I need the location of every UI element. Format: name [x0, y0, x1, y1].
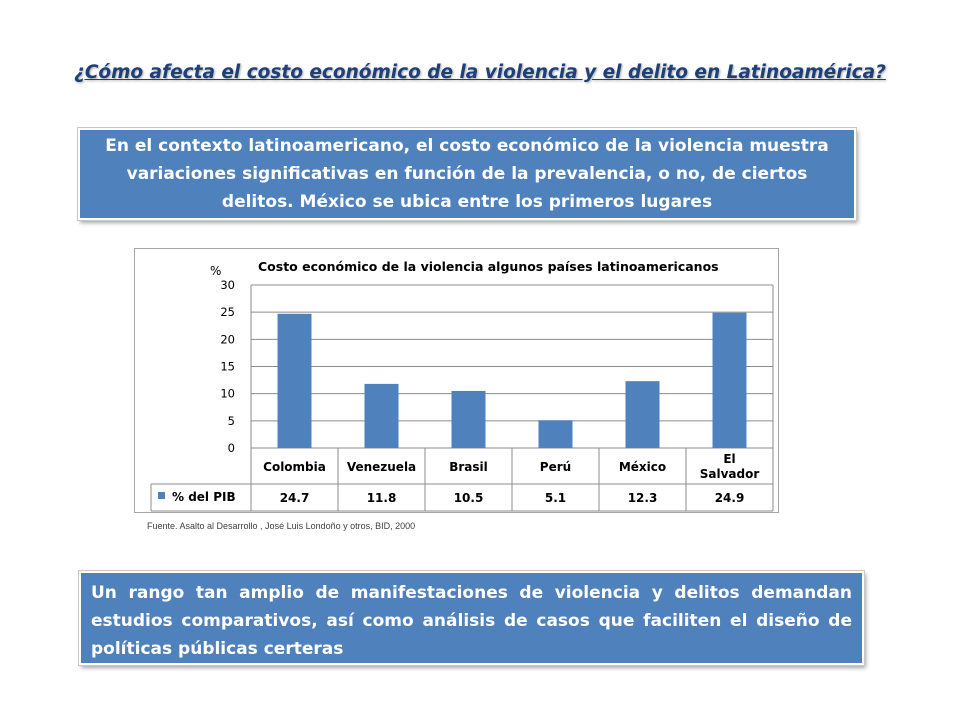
y-tick-label: 25 — [220, 305, 235, 320]
y-tick-label: 15 — [220, 359, 235, 374]
legend-label: % del PIB — [172, 490, 236, 504]
x-tick-label: Venezuela — [346, 460, 417, 474]
bar-el-salvador — [713, 313, 747, 448]
source-note: Fuente. Asalto al Desarrollo , José Luis Londoño y otros, BID, 2000 — [147, 521, 416, 531]
bar-brasil — [452, 391, 486, 448]
x-tick-label-line: Salvador — [699, 467, 760, 481]
conclusion-text: Un rango tan amplio de manifestaciones de violencia y delitos demandan estudios comparativos, así como análisis de casos que faciliten el diseño de políticas públicas certeras — [91, 583, 852, 659]
y-axis-label: % — [210, 264, 222, 278]
y-tick-label: 0 — [227, 441, 235, 455]
x-tick-label: Brasil — [449, 460, 488, 474]
intro-text-box — [78, 128, 856, 220]
y-tick-label: 5 — [227, 413, 235, 428]
page-title: ¿Cómo afecta el costo económico de la violencia y el delito en Latinoamérica? — [74, 62, 886, 83]
y-tick-label: 10 — [220, 386, 235, 401]
chart-container — [134, 248, 779, 513]
x-tick-label: Perú — [539, 460, 572, 474]
chart-title: Costo económico de la violencia algunos países latinoamericanos — [258, 259, 719, 274]
legend-swatch — [158, 492, 165, 499]
table-value: 5.1 — [544, 491, 567, 505]
x-tick-label: Colombia — [263, 460, 326, 474]
table-value: 11.8 — [366, 491, 397, 505]
table-value: 12.3 — [627, 491, 658, 505]
intro-text: En el contexto latinoamericano, el costo económico de la violencia muestra variaciones significativas en función de la prevalencia, o no, de ciertos delitos. México se ubica entre los primeros lugares — [105, 136, 829, 212]
table-value: 10.5 — [453, 491, 484, 505]
conclusion-text-box — [79, 571, 864, 665]
bar-méxico — [626, 381, 660, 448]
x-tick-label — [700, 452, 760, 481]
y-tick-label: 30 — [220, 278, 235, 292]
x-tick-label-line: El — [723, 452, 736, 466]
bar-perú — [539, 420, 573, 448]
bar-colombia — [278, 314, 312, 448]
bar-venezuela — [365, 384, 399, 448]
y-tick-label: 20 — [220, 332, 235, 347]
bar-chart — [135, 249, 778, 512]
table-value: 24.9 — [714, 491, 745, 505]
x-tick-label: México — [618, 460, 667, 474]
table-value: 24.7 — [279, 491, 310, 505]
